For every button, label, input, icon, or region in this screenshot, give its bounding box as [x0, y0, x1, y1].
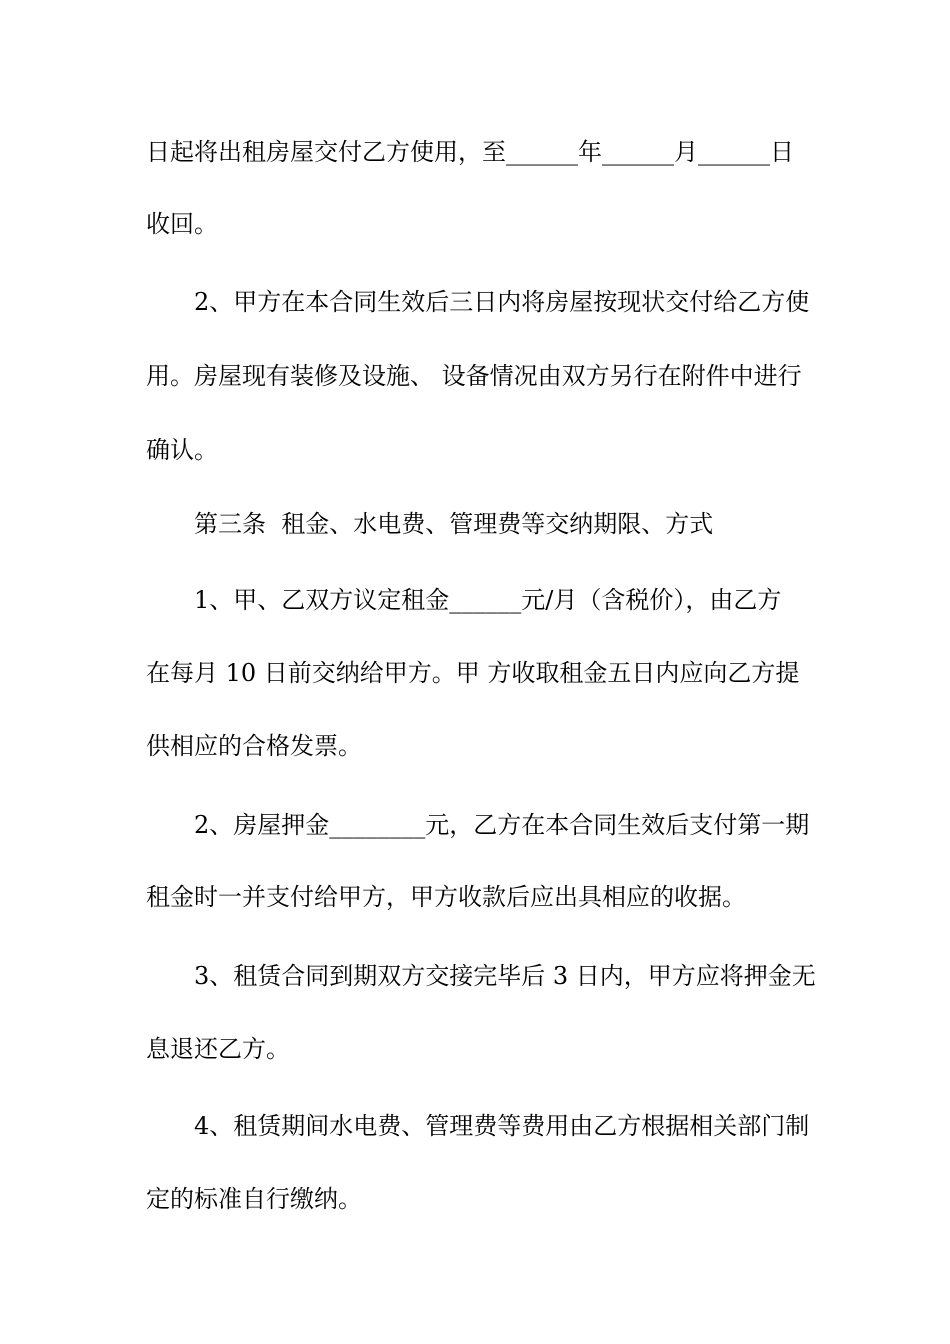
paragraph-line: 确认。: [146, 436, 218, 464]
clause-2-line: 2、房屋押金________元，乙方在本合同生效后支付第一期: [194, 811, 810, 839]
clause-3-line: 3、租赁合同到期双方交接完毕后 3 日内，甲方应将押金无: [194, 962, 816, 990]
clause-4-line: 4、租赁期间水电费、管理费等费用由乙方根据相关部门制: [194, 1112, 810, 1140]
paragraph-line: 租金时一并支付给甲方，甲方收款后应出具相应的收据。: [146, 883, 746, 911]
paragraph-line: 定的标准自行缴纳。: [146, 1185, 362, 1213]
paragraph-line: 息退还乙方。: [146, 1035, 290, 1063]
clause-2-line: 2、甲方在本合同生效后三日内将房屋按现状交付给乙方使: [194, 288, 810, 316]
paragraph-line: 收回。: [146, 210, 218, 238]
paragraph-line: 供相应的合格发票。: [146, 732, 362, 760]
article-3-heading: 第三条 租金、水电费、管理费等交纳期限、方式: [194, 510, 714, 538]
paragraph-line: 在每月 10 日前交纳给甲方。甲 方收取租金五日内应向乙方提: [146, 659, 800, 687]
paragraph-line: 日起将出租房屋交付乙方使用，至______年______月______日: [146, 138, 794, 166]
paragraph-line: 用。房屋现有装修及设施、 设备情况由双方另行在附件中进行: [146, 362, 802, 390]
clause-1-line: 1、甲、乙双方议定租金______元/月（含税价），由乙方: [194, 586, 782, 614]
